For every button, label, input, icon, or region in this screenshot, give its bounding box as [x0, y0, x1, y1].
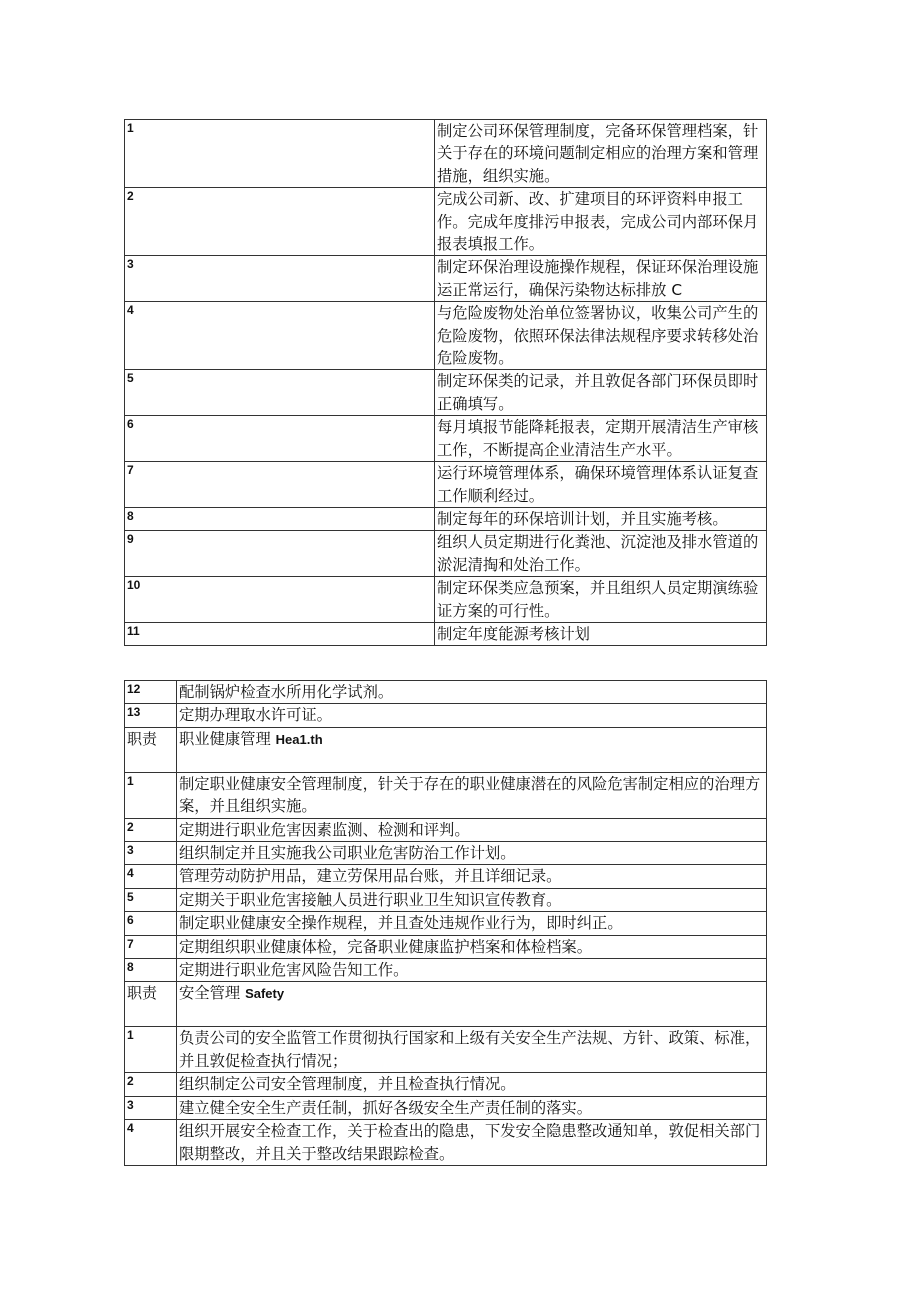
item-number: 4	[125, 1120, 177, 1166]
item-text: 负责公司的安全监管工作贯彻执行国家和上级有关安全生产法规、方针、政策、标准，并且敦促检查执行情况；	[177, 1027, 767, 1073]
table-row	[125, 912, 767, 935]
section-title-en: Safety	[245, 986, 285, 1002]
item-number: 3	[125, 1096, 177, 1119]
item-number: 1	[125, 120, 435, 188]
section-label: 职责	[125, 727, 177, 772]
item-text: 组织制定公司安全管理制度，并且检查执行情况。	[177, 1073, 767, 1096]
table-row	[125, 842, 767, 865]
table-row	[125, 1073, 767, 1096]
item-text: 制定环保类的记录，并且敦促各部门环保员即时正确填写。	[435, 370, 767, 416]
item-text: 制定职业健康安全操作规程，并且查处违规作业行为，即时纠正。	[177, 912, 767, 935]
item-text: 与危险废物处治单位签署协议，收集公司产生的危险废物，依照环保法律法规程序要求转移处治危险废物。	[435, 302, 767, 370]
section-header-safety	[125, 982, 767, 1027]
duties-table-continued	[124, 680, 767, 1166]
item-text: 制定环保治理设施操作规程，保证环保治理设施运正常运行，确保污染物达标排放 C	[435, 256, 767, 302]
item-text: 制定环保类应急预案，并且组织人员定期演练验证方案的可行性。	[435, 577, 767, 623]
item-number: 5	[125, 370, 435, 416]
item-number: 2	[125, 1073, 177, 1096]
item-text: 定期进行职业危害因素监测、检测和评判。	[177, 818, 767, 841]
section-title-zh: 安全管理	[179, 984, 241, 1003]
item-text: 定期进行职业危害风险告知工作。	[177, 959, 767, 982]
item-number: 13	[125, 704, 177, 727]
item-text: 运行环境管理体系，确保环境管理体系认证复查工作顺利经过。	[435, 462, 767, 508]
item-text: 定期组织职业健康体检，完备职业健康监护档案和体检档案。	[177, 935, 767, 958]
item-number: 6	[125, 416, 435, 462]
item-text: 制定职业健康安全管理制度，针关于存在的职业健康潜在的风险危害制定相应的治理方案，并且组织实施。	[177, 772, 767, 818]
item-number: 1	[125, 1027, 177, 1073]
item-text: 组织人员定期进行化粪池、沉淀池及排水管道的淤泥清掏和处治工作。	[435, 531, 767, 577]
item-number: 8	[125, 507, 435, 530]
item-number: 11	[125, 622, 435, 645]
table-row	[125, 256, 767, 302]
item-number: 6	[125, 912, 177, 935]
item-text: 组织制定并且实施我公司职业危害防治工作计划。	[177, 842, 767, 865]
table-row	[125, 818, 767, 841]
section-title-zh: 职业健康管理	[179, 729, 271, 748]
item-number: 1	[125, 772, 177, 818]
item-text: 制定公司环保管理制度，完备环保管理档案，针关于存在的环境问题制定相应的治理方案和管理措施，组织实施。	[435, 120, 767, 188]
table-row	[125, 888, 767, 911]
item-number: 4	[125, 865, 177, 888]
section-title-en: Hea1.th	[275, 731, 323, 747]
table-row	[125, 681, 767, 704]
table-row	[125, 370, 767, 416]
item-number: 12	[125, 681, 177, 704]
item-text: 管理劳动防护用品，建立劳保用品台账，并且详细记录。	[177, 865, 767, 888]
table-row	[125, 865, 767, 888]
item-number: 5	[125, 888, 177, 911]
table-row	[125, 416, 767, 462]
section-title	[177, 982, 767, 1027]
environment-duties-table	[124, 119, 767, 646]
table-row	[125, 1096, 767, 1119]
item-text: 定期办理取水许可证。	[177, 704, 767, 727]
item-number: 2	[125, 188, 435, 256]
table-row	[125, 462, 767, 508]
item-number: 7	[125, 935, 177, 958]
item-number: 3	[125, 842, 177, 865]
table-row	[125, 507, 767, 530]
table-row	[125, 1027, 767, 1073]
table-row	[125, 772, 767, 818]
table-row	[125, 531, 767, 577]
item-number: 8	[125, 959, 177, 982]
item-text: 配制锅炉检查水所用化学试剂。	[177, 681, 767, 704]
table-row	[125, 935, 767, 958]
item-text: 建立健全安全生产责任制，抓好各级安全生产责任制的落实。	[177, 1096, 767, 1119]
table-row	[125, 622, 767, 645]
section-header-health	[125, 727, 767, 772]
item-text: 制定每年的环保培训计划，并且实施考核。	[435, 507, 767, 530]
item-text: 制定年度能源考核计划	[435, 622, 767, 645]
table-row	[125, 302, 767, 370]
item-text: 完成公司新、改、扩建项目的环评资料申报工作。完成年度排污申报表，完成公司内部环保月报表填报工作。	[435, 188, 767, 256]
table-row	[125, 577, 767, 623]
table-row	[125, 120, 767, 188]
item-text: 定期关于职业危害接触人员进行职业卫生知识宣传教育。	[177, 888, 767, 911]
item-text: 每月填报节能降耗报表，定期开展清洁生产审核工作，不断提高企业清洁生产水平。	[435, 416, 767, 462]
section-title	[177, 727, 767, 772]
item-number: 4	[125, 302, 435, 370]
section-label: 职责	[125, 982, 177, 1027]
table-row	[125, 704, 767, 727]
table-row	[125, 959, 767, 982]
item-number: 7	[125, 462, 435, 508]
table-row	[125, 1120, 767, 1166]
item-number: 9	[125, 531, 435, 577]
item-number: 2	[125, 818, 177, 841]
item-text: 组织开展安全检查工作，关于检查出的隐患，下发安全隐患整改通知单，敦促相关部门限期整改，并且关于整改结果跟踪检查。	[177, 1120, 767, 1166]
item-number: 10	[125, 577, 435, 623]
table-row	[125, 188, 767, 256]
item-number: 3	[125, 256, 435, 302]
